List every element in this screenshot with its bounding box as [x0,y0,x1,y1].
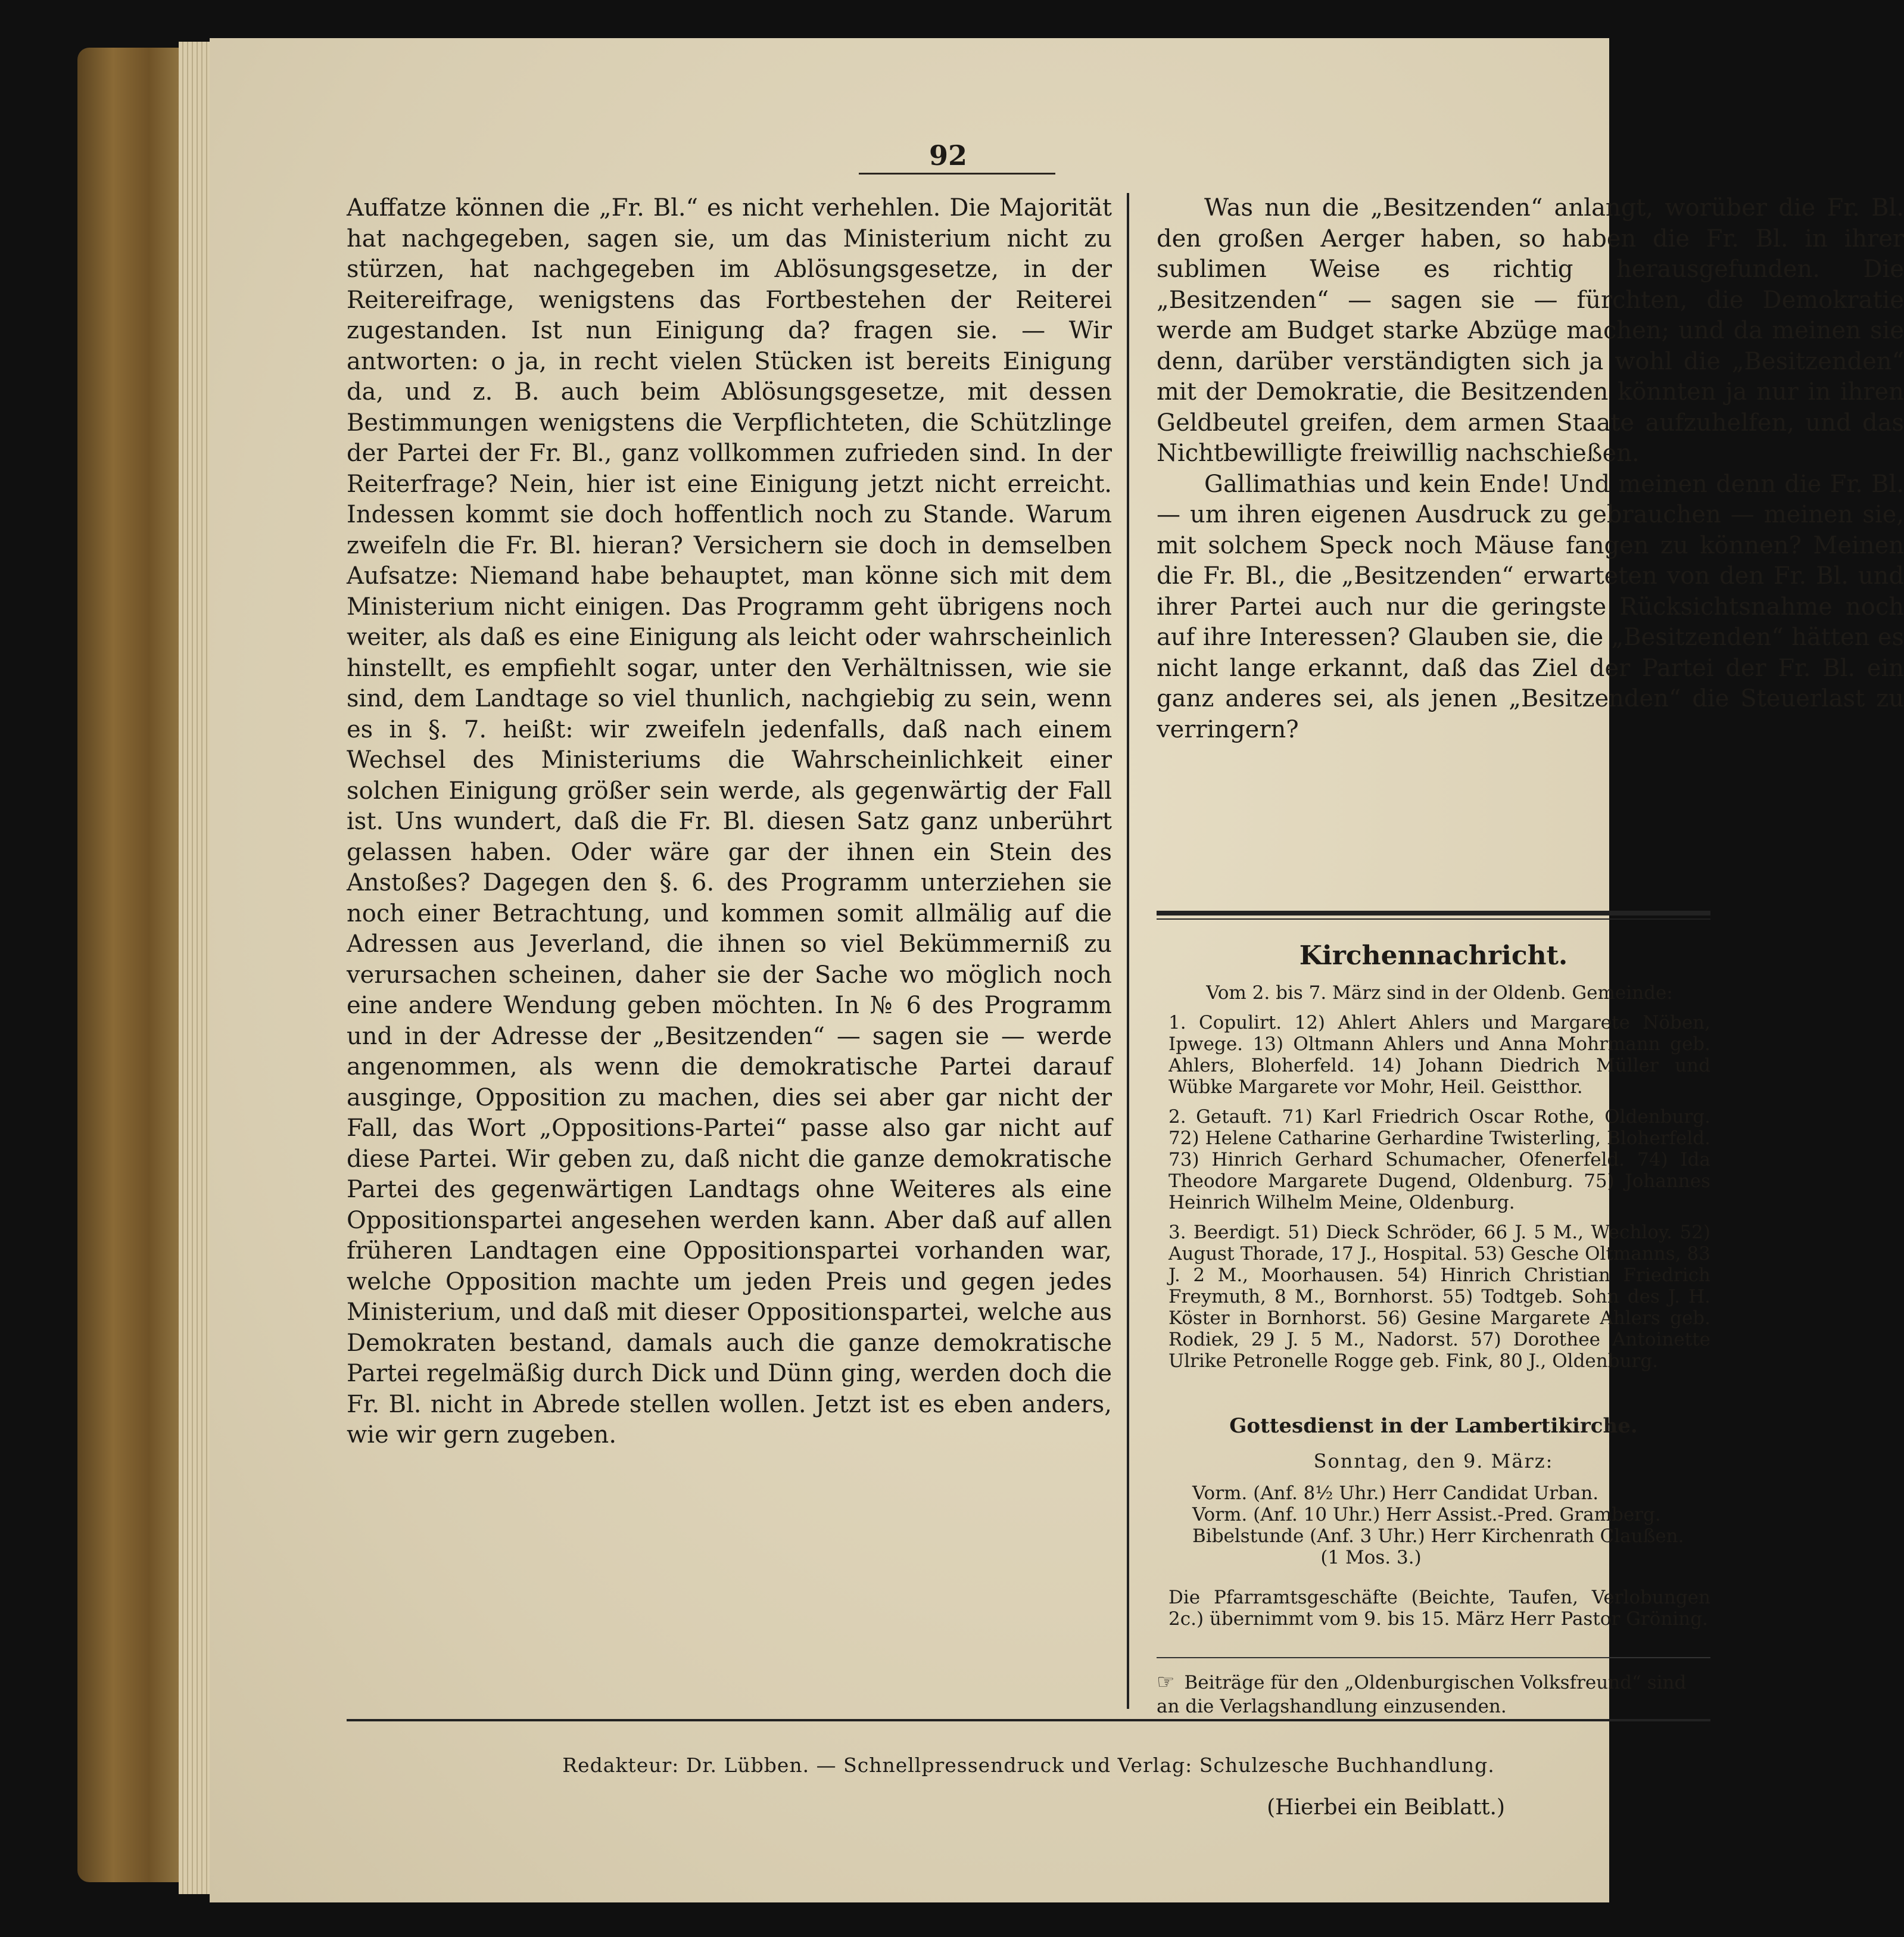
left-column [347,193,1112,1706]
column-divider [1127,193,1129,1709]
newspaper-page [210,38,1904,1902]
supplement-note: (Hierbei ein Beiblatt.) [1267,1795,1505,1820]
church-news-title: Kirchennachricht. [1299,941,1568,971]
imprint: Redakteur: Dr. Lübben. — Schnellpressendruck und Verlag: Schulzesche Buchhandlung. [562,1754,1495,1777]
notice [1157,1670,1710,1718]
notice-text: Beiträge für den „Oldenburgischen Volksfreund“ sind an die Verlagshandlung einzusenden. [1157,1672,1687,1717]
right-column [1157,193,1904,878]
service-schedule [1192,1483,1704,1568]
church-news-copulated: 1. Copulirt. 12) Ahlert Ahlers und Margarete Nöben, Ipwege. 13) Oltmann Ahlers und Anna Mohrmann geb. Ahlers, Bloherfeld. 14) Johann Diedrich Müller und Wübke Margarete vor Mohr, Heil. Geistthor. [1168,1012,1710,1098]
service-title: Gottesdienst in der Lambertikirche. [1229,1414,1638,1438]
service-line: Bibelstunde (Anf. 3 Uhr.) Herr Kirchenrath Claußen. [1192,1525,1684,1547]
parish-duties-text: Die Pfarramtsgeschäfte (Beichte, Taufen, Verlobungen 2c.) übernimmt vom 9. bis 15. März Herr Pastor Gröning. [1168,1587,1710,1630]
service-date: Sonntag, den 9. März: [1313,1450,1554,1472]
parish-duties [1168,1587,1710,1638]
church-news-baptized: 2. Getauft. 71) Karl Friedrich Oscar Rothe, Oldenburg. 72) Helene Catharine Gerhardine Twisterling, Bloherfeld. 73) Hinrich Gerhard Schumacher, Ofenerfeld. 74) Ida Theodore Margarete Dugend, Oldenburg. 75) Johannes Heinrich Wilhelm Meine, Oldenburg. [1168,1106,1710,1213]
section-rule [1157,911,1710,915]
church-news-intro: Vom 2. bis 7. März sind in der Oldenb. Gemeinde: [1206,982,1673,1004]
bottom-rule [347,1719,1710,1721]
service-line: Vorm. (Anf. 8½ Uhr.) Herr Candidat Urban. [1192,1483,1599,1504]
right-column-paragraph: Was nun die „Besitzenden“ anlangt, worüber die Fr. Bl. den großen Aerger haben, so haben die Fr. Bl. in ihrer sublimen Weise es richtig herausgefunden. Die „Besitzenden“ — sagen sie — fürchten, die Demokratie werde am Budget starke Abzüge machen; und da meinen sie denn, darüber verständigten sich ja wohl die „Besitzenden“ mit der Demokratie, die Besitzenden könnten ja nur in ihren Geldbeutel greifen, dem armen Staate aufzuhelfen, und das Nichtbewilligte freiwillig nachschießen. [1157,194,1904,467]
right-column-paragraph: Gallimathias und kein Ende! Und meinen denn die Fr. Bl. — um ihren eigenen Ausdruck zu gebrauchen — meinen sie, mit solchem Speck noch Mäuse fangen zu können? Meinen die Fr. Bl., die „Besitzenden“ erwarteten von den Fr. Bl. und ihrer Partei auch nur die geringste Rücksichtsnahme noch auf ihre Interessen? Glauben sie, die „Besitzenden“ hätten es nicht lange erkannt, daß das Ziel der Partei der Fr. Bl. ein ganz anderes sei, als jenen „Besitzenden“ die Steuerlast zu verringern? [1157,470,1904,743]
church-news-body [1168,982,1710,1380]
notice-rule [1157,1657,1710,1658]
left-column-paragraph: Auffatze können die „Fr. Bl.“ es nicht verhehlen. Die Majorität hat nachgegeben, sagen sie, um das Ministerium nicht zu stürzen, hat nachgegeben im Ablösungsgesetze, in der Reitereifrage, wenigstens das Fortbestehen der Reiterei zugestanden. Ist nun Einigung da? fragen sie. — Wir antworten: o ja, in recht vielen Stücken ist bereits Einigung da, und z. B. auch beim Ablösungsgesetze, mit dessen Bestimmungen wenigstens die Verpflichteten, die Schützlinge der Partei der Fr. Bl., ganz vollkommen zufrieden sind. In der Reiterfrage? Nein, hier ist eine Einigung jetzt nicht erreicht. Indessen kommt sie doch hoffentlich noch zu Stande. Warum zweifeln die Fr. Bl. hieran? Versichern sie doch in demselben Aufsatze: Niemand habe behauptet, man könne sich mit dem Ministerium nicht einigen. Das Programm geht übrigens noch weiter, als daß es eine Einigung als leicht oder wahrscheinlich hinstellt, es empfiehlt sogar, unter den Verhältnissen, wie sie sind, dem Landtage so viel thunlich, nachgiebig zu sein, wenn es in §. 7. heißt: wir zweifeln jedenfalls, daß nach einem Wechsel des Ministeriums die Wahrscheinlichkeit einer solchen Einigung größer sein werde, als gegenwärtig der Fall ist. Uns wundert, daß die Fr. Bl. diesen Satz ganz unberührt gelassen haben. Oder wäre gar der ihnen ein Stein des Anstoßes? Dagegen den §. 6. des Programm unterziehen sie noch einer Betrachtung, und kommen somit allmälig auf die Adressen aus Jeverland, die ihnen so viel Bekümmerniß zu verursachen scheinen, daher sie der Sache wo möglich noch eine andere Wendung geben möchten. In № 6 des Programm und in der Adresse der „Besitzenden“ — sagen sie — werde angenommen, als wenn die demokratische Partei darauf ausginge, Opposition zu machen, dies sei aber gar nicht der Fall, das Wort „Oppositions-Partei“ passe also gar nicht auf diese Partei. Wir geben zu, daß nicht die ganze demokratische Partei des gegenwärtigen Landtags ohne Weiteres als eine Oppositionspartei angesehen werden kann. Aber daß auf allen früheren Landtagen eine Oppositionspartei vorhanden war, welche Opposition machte um jeden Preis und gegen jedes Ministerium, und daß mit dieser Oppositionspartei, welche aus Demokraten bestand, damals auch die ganze demokratische Partei regelmäßig durch Dick und Dünn ging, werden doch die Fr. Bl. nicht in Abrede stellen wollen. Jetzt ist es eben anders, wie wir gern zugeben. [347,194,1112,1449]
service-line: (1 Mos. 3.) [1320,1547,1422,1568]
pointing-hand-icon: ☞ [1157,1670,1175,1694]
page-number-rule [859,173,1055,175]
section-rule-thin [1157,918,1710,920]
page-number: 92 [928,139,967,172]
service-line: Vorm. (Anf. 10 Uhr.) Herr Assist.-Pred. Gramberg. [1192,1504,1661,1525]
church-news-buried: 3. Beerdigt. 51) Dieck Schröder, 66 J. 5 M., Wechloy. 52) August Thorade, 17 J., Hospital. 53) Gesche Oltmanns, 83 J. 2 M., Moorhausen. 54) Hinrich Christian Friedrich Freymuth, 8 M., Bornhorst. 55) Todtgeb. Sohn des J. H. Köster in Bornhorst. 56) Gesine Margarete Ahlers geb. Rodiek, 29 J. 5 M., Nadorst. 57) Dorothee Antoinette Ulrike Petronelle Rogge geb. Fink, 80 J., Oldenburg. [1168,1222,1710,1372]
